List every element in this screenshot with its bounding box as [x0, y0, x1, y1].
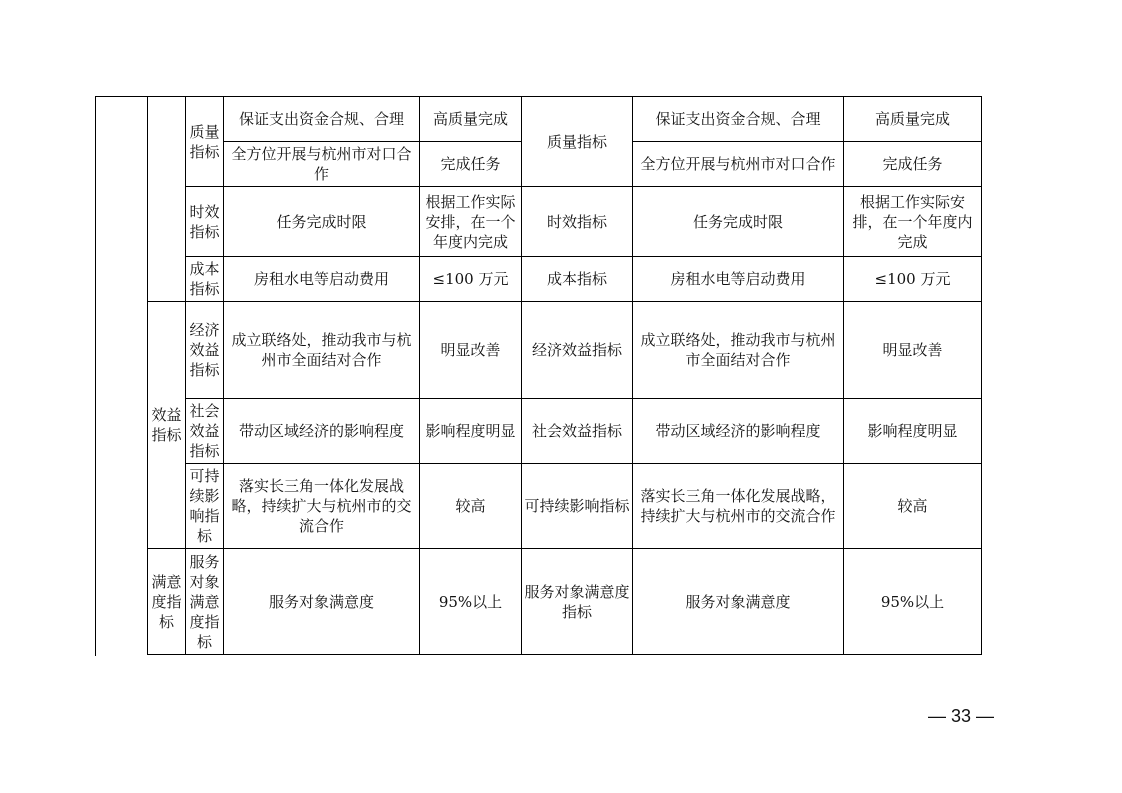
sub-indicator-cell-2: 时效指标 — [522, 187, 633, 257]
indicator-value-cell-2: 影响程度明显 — [844, 399, 982, 464]
indicator-value-cell-2: 明显改善 — [844, 302, 982, 399]
indicator-value-cell: 完成任务 — [420, 142, 522, 187]
indicator-content-cell-2: 落实长三角一体化发展战略，持续扩大与杭州市的交流合作 — [633, 464, 844, 549]
sub-indicator-cell: 社会效益指标 — [186, 399, 224, 464]
page-number: — 33 — — [928, 706, 995, 726]
sub-indicator-cell-2: 质量指标 — [522, 97, 633, 187]
indicator-value-cell-2: ≤100 万元 — [844, 257, 982, 302]
sub-indicator-cell: 质量指标 — [186, 97, 224, 187]
indicator-value-cell-2: 根据工作实际安排，在一个年度内完成 — [844, 187, 982, 257]
sub-indicator-cell-2: 社会效益指标 — [522, 399, 633, 464]
indicator-content-cell-2: 任务完成时限 — [633, 187, 844, 257]
table-row — [148, 302, 982, 399]
indicator-value-cell: 高质量完成 — [420, 97, 522, 142]
indicator-value-cell: 较高 — [420, 464, 522, 549]
sub-indicator-cell: 时效指标 — [186, 187, 224, 257]
indicator-content-cell: 保证支出资金合规、合理 — [224, 97, 420, 142]
sub-indicator-cell-2: 服务对象满意度指标 — [522, 549, 633, 655]
indicator-content-cell: 带动区域经济的影响程度 — [224, 399, 420, 464]
indicator-content-cell-2: 房租水电等启动费用 — [633, 257, 844, 302]
indicator-content-cell-2: 成立联络处，推动我市与杭州市全面结对合作 — [633, 302, 844, 399]
table-row — [148, 549, 982, 655]
indicator-content-cell: 落实长三角一体化发展战略，持续扩大与杭州市的交流合作 — [224, 464, 420, 549]
indicator-content-cell: 全方位开展与杭州市对口合作 — [224, 142, 420, 187]
table-row — [148, 187, 982, 257]
outer-left-border — [95, 96, 96, 656]
indicator-value-cell: 根据工作实际安排，在一个年度内完成 — [420, 187, 522, 257]
indicator-content-cell-2: 全方位开展与杭州市对口合作 — [633, 142, 844, 187]
indicator-content-cell-2: 保证支出资金合规、合理 — [633, 97, 844, 142]
indicator-value-cell-2: 完成任务 — [844, 142, 982, 187]
indicator-value-cell-2: 较高 — [844, 464, 982, 549]
indicator-value-cell: ≤100 万元 — [420, 257, 522, 302]
indicator-content-cell: 成立联络处，推动我市与杭州市全面结对合作 — [224, 302, 420, 399]
table-row — [148, 257, 982, 302]
performance-indicator-table — [147, 96, 982, 655]
performance-table-area — [95, 96, 983, 656]
sub-indicator-cell: 经济效益指标 — [186, 302, 224, 399]
sub-indicator-cell-2: 可持续影响指标 — [522, 464, 633, 549]
table-row — [148, 399, 982, 464]
group-cell-benefit: 效益指标 — [148, 302, 186, 549]
sub-indicator-cell: 服务对象满意度指标 — [186, 549, 224, 655]
group-cell-satisfaction: 满意度指标 — [148, 549, 186, 655]
indicator-value-cell: 明显改善 — [420, 302, 522, 399]
indicator-value-cell-2: 高质量完成 — [844, 97, 982, 142]
sub-indicator-cell: 成本指标 — [186, 257, 224, 302]
sub-indicator-cell-2: 成本指标 — [522, 257, 633, 302]
outer-top-border — [95, 96, 147, 97]
indicator-value-cell: 95%以上 — [420, 549, 522, 655]
table-row — [148, 97, 982, 142]
output-group-cell — [148, 97, 186, 302]
indicator-content-cell: 任务完成时限 — [224, 187, 420, 257]
sub-indicator-cell-2: 经济效益指标 — [522, 302, 633, 399]
indicator-value-cell: 影响程度明显 — [420, 399, 522, 464]
indicator-content-cell: 房租水电等启动费用 — [224, 257, 420, 302]
indicator-content-cell-2: 服务对象满意度 — [633, 549, 844, 655]
indicator-value-cell-2: 95%以上 — [844, 549, 982, 655]
sub-indicator-cell: 可持续影响指标 — [186, 464, 224, 549]
indicator-content-cell: 服务对象满意度 — [224, 549, 420, 655]
indicator-content-cell-2: 带动区域经济的影响程度 — [633, 399, 844, 464]
table-row — [148, 464, 982, 549]
